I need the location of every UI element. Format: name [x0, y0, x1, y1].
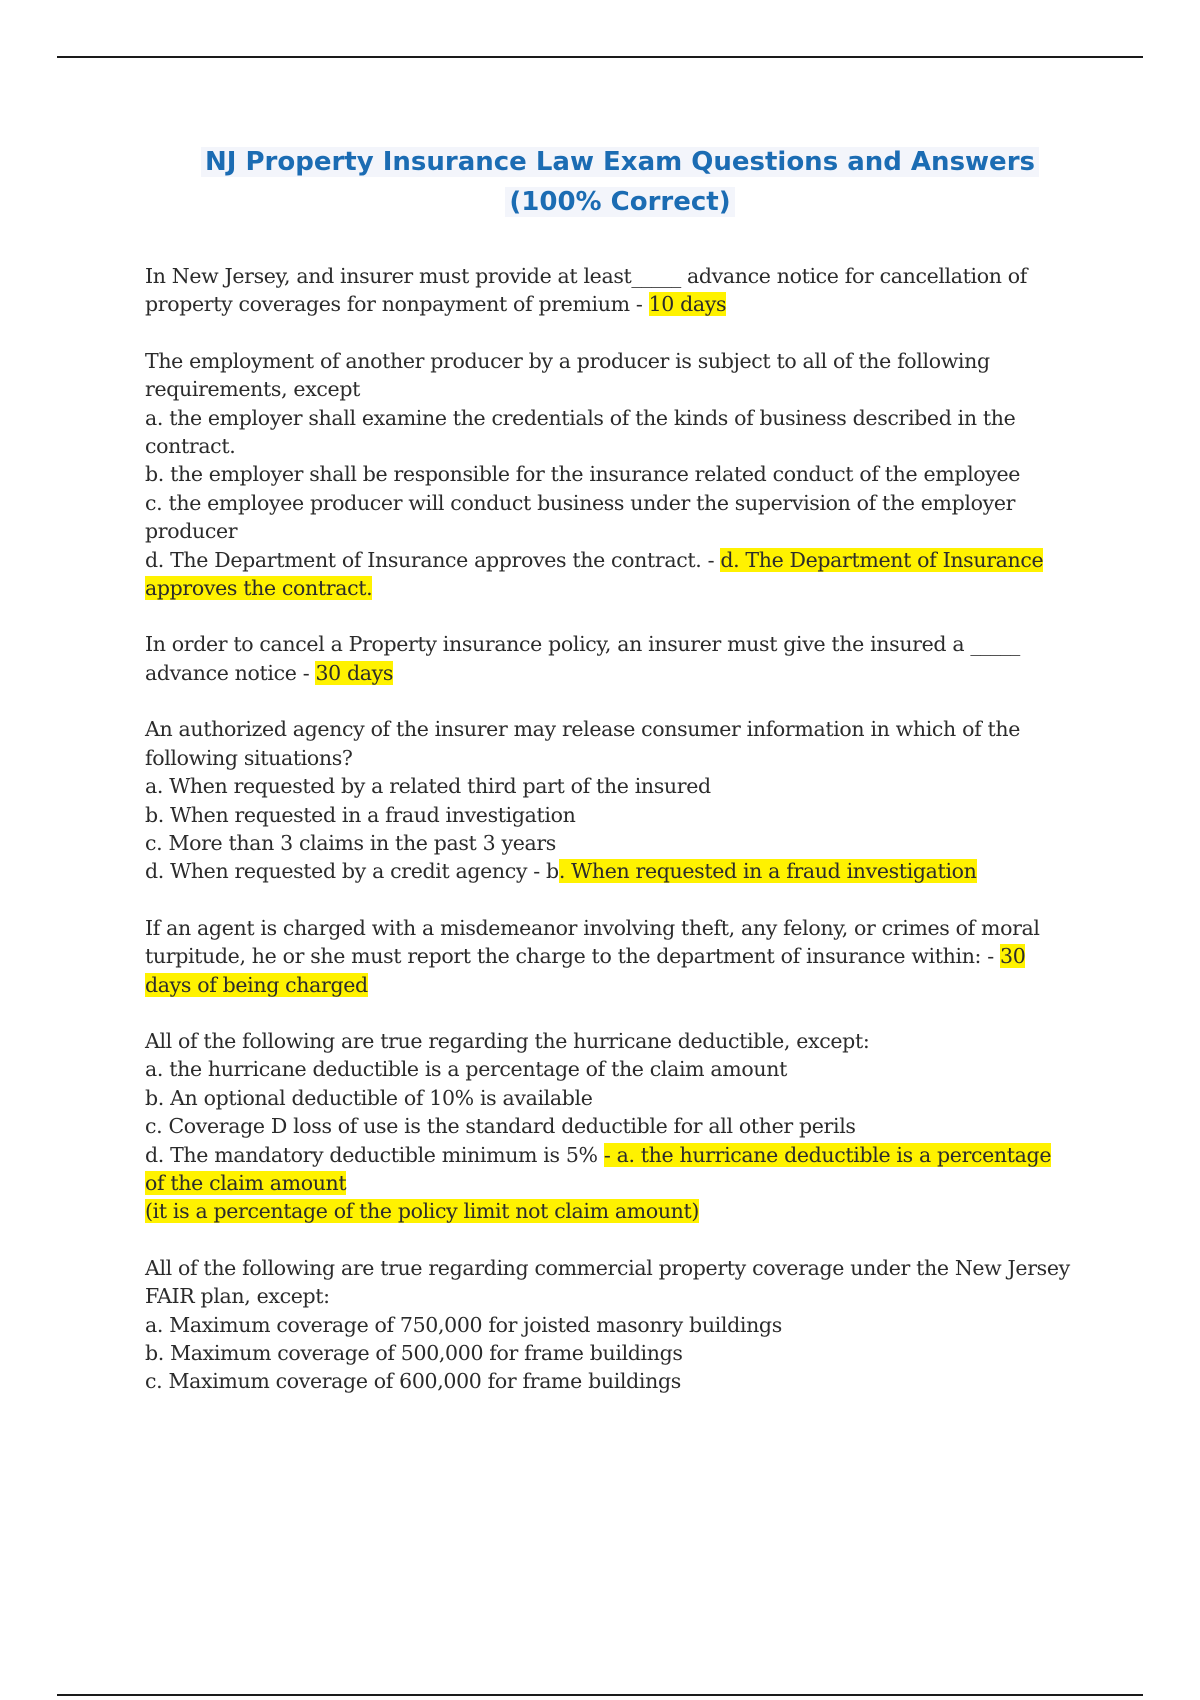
qa-line: [145, 715, 1085, 743]
qa-line: [145, 772, 1085, 800]
bottom-rule: [57, 1694, 1143, 1696]
qa-line: [145, 404, 1085, 432]
highlighted-answer: 30 days: [315, 660, 394, 685]
qa-text: advance notice -: [145, 660, 316, 685]
qa-line: [145, 1339, 1085, 1367]
qa-text: c. Coverage D loss of use is the standard deductible for all other perils: [145, 1114, 856, 1139]
qa-line: [145, 290, 1085, 318]
qa-line: [145, 1282, 1085, 1310]
qa-line: [145, 1197, 1085, 1225]
highlighted-answer: days of being charged: [145, 972, 368, 997]
qa-block: [145, 914, 1085, 999]
qa-text: c. the employee producer will conduct business under the supervision of the employer: [145, 490, 1016, 515]
highlighted-answer: . When requested in a fraud investigation: [558, 859, 977, 884]
highlighted-answer: 10 days: [648, 292, 727, 317]
highlighted-answer: 30: [1000, 944, 1026, 969]
qa-line: [145, 630, 1085, 658]
qa-line: [145, 517, 1085, 545]
qa-line: [145, 1169, 1085, 1197]
highlighted-answer: approves the contract.: [145, 576, 373, 601]
qa-text: b. When requested in a fraud investigation: [145, 802, 576, 827]
qa-text: b. the employer shall be responsible for the insurance related conduct of the employee: [145, 462, 1021, 487]
qa-line: [145, 574, 1085, 602]
qa-text: The employment of another producer by a producer is subject to all of the following: [145, 348, 990, 373]
qa-block: [145, 1027, 1085, 1226]
qa-line: [145, 829, 1085, 857]
qa-text: d. The mandatory deductible minimum is 5%: [145, 1142, 604, 1167]
title-line-1: NJ Property Insurance Law Exam Questions and Answers: [201, 147, 1039, 177]
qa-line: [145, 460, 1085, 488]
qa-line: [145, 375, 1085, 403]
qa-text: In New Jersey, and insurer must provide at least_____ advance notice for cancellation of: [145, 264, 1027, 288]
qa-text: contract.: [145, 434, 236, 459]
qa-line: [145, 971, 1085, 999]
qa-line: [145, 857, 1085, 885]
qa-line: [145, 347, 1085, 375]
qa-block: [145, 1254, 1085, 1396]
highlighted-answer: (it is a percentage of the policy limit not claim amount): [145, 1199, 700, 1224]
highlighted-answer: of the claim amount: [145, 1170, 347, 1195]
qa-line: [145, 546, 1085, 574]
qa-content: [145, 262, 1085, 1424]
qa-line: [145, 801, 1085, 829]
qa-text: d. The Department of Insurance approves the contract. -: [145, 547, 721, 572]
qa-text: All of the following are true regarding the hurricane deductible, except:: [145, 1028, 870, 1053]
qa-line: [145, 1084, 1085, 1112]
qa-text: c. Maximum coverage of 600,000 for frame buildings: [145, 1369, 681, 1394]
qa-text: In order to cancel a Property insurance policy, an insurer must give the insured a _____: [145, 632, 1020, 657]
qa-text: d. When requested by a credit agency - b: [145, 859, 559, 884]
qa-block: [145, 630, 1085, 687]
qa-line: [145, 659, 1085, 687]
qa-line: [145, 1254, 1085, 1282]
qa-line: [145, 1112, 1085, 1140]
qa-text: requirements, except: [145, 377, 360, 402]
qa-line: [145, 1367, 1085, 1395]
qa-text: a. the hurricane deductible is a percentage of the claim amount: [145, 1057, 787, 1082]
qa-text: FAIR plan, except:: [145, 1284, 330, 1309]
qa-line: [145, 1141, 1085, 1169]
qa-block: [145, 715, 1085, 885]
qa-text: If an agent is charged with a misdemeanor involving theft, any felony, or crimes of moral: [145, 915, 1040, 940]
qa-block: [145, 262, 1085, 319]
qa-line: [145, 262, 1085, 290]
qa-text: producer: [145, 519, 238, 544]
qa-line: [145, 432, 1085, 460]
qa-line: [145, 914, 1085, 942]
qa-text: turpitude, he or she must report the charge to the department of insurance within: -: [145, 944, 1001, 969]
qa-line: [145, 1311, 1085, 1339]
qa-line: [145, 1027, 1085, 1055]
qa-text: b. An optional deductible of 10% is available: [145, 1085, 593, 1110]
title-line-2: (100% Correct): [505, 187, 734, 217]
qa-line: [145, 942, 1085, 970]
qa-text: a. the employer shall examine the credentials of the kinds of business described in the: [145, 405, 1016, 430]
qa-text: c. More than 3 claims in the past 3 years: [145, 830, 556, 855]
page-title: [100, 142, 1140, 222]
qa-block: [145, 347, 1085, 603]
qa-line: [145, 489, 1085, 517]
qa-text: a. Maximum coverage of 750,000 for joisted masonry buildings: [145, 1312, 782, 1337]
qa-line: [145, 1055, 1085, 1083]
qa-text: An authorized agency of the insurer may release consumer information in which of the: [145, 717, 1020, 742]
qa-line: [145, 744, 1085, 772]
qa-text: property coverages for nonpayment of premium -: [145, 292, 649, 317]
qa-text: following situations?: [145, 745, 353, 770]
highlighted-answer: - a. the hurricane deductible is a percentage: [603, 1142, 1052, 1167]
highlighted-answer: d. The Department of Insurance: [720, 547, 1044, 572]
qa-text: All of the following are true regarding commercial property coverage under the New Jersey: [145, 1255, 1070, 1280]
top-rule: [57, 56, 1143, 58]
qa-text: a. When requested by a related third part of the insured: [145, 774, 711, 799]
qa-text: b. Maximum coverage of 500,000 for frame buildings: [145, 1341, 683, 1365]
